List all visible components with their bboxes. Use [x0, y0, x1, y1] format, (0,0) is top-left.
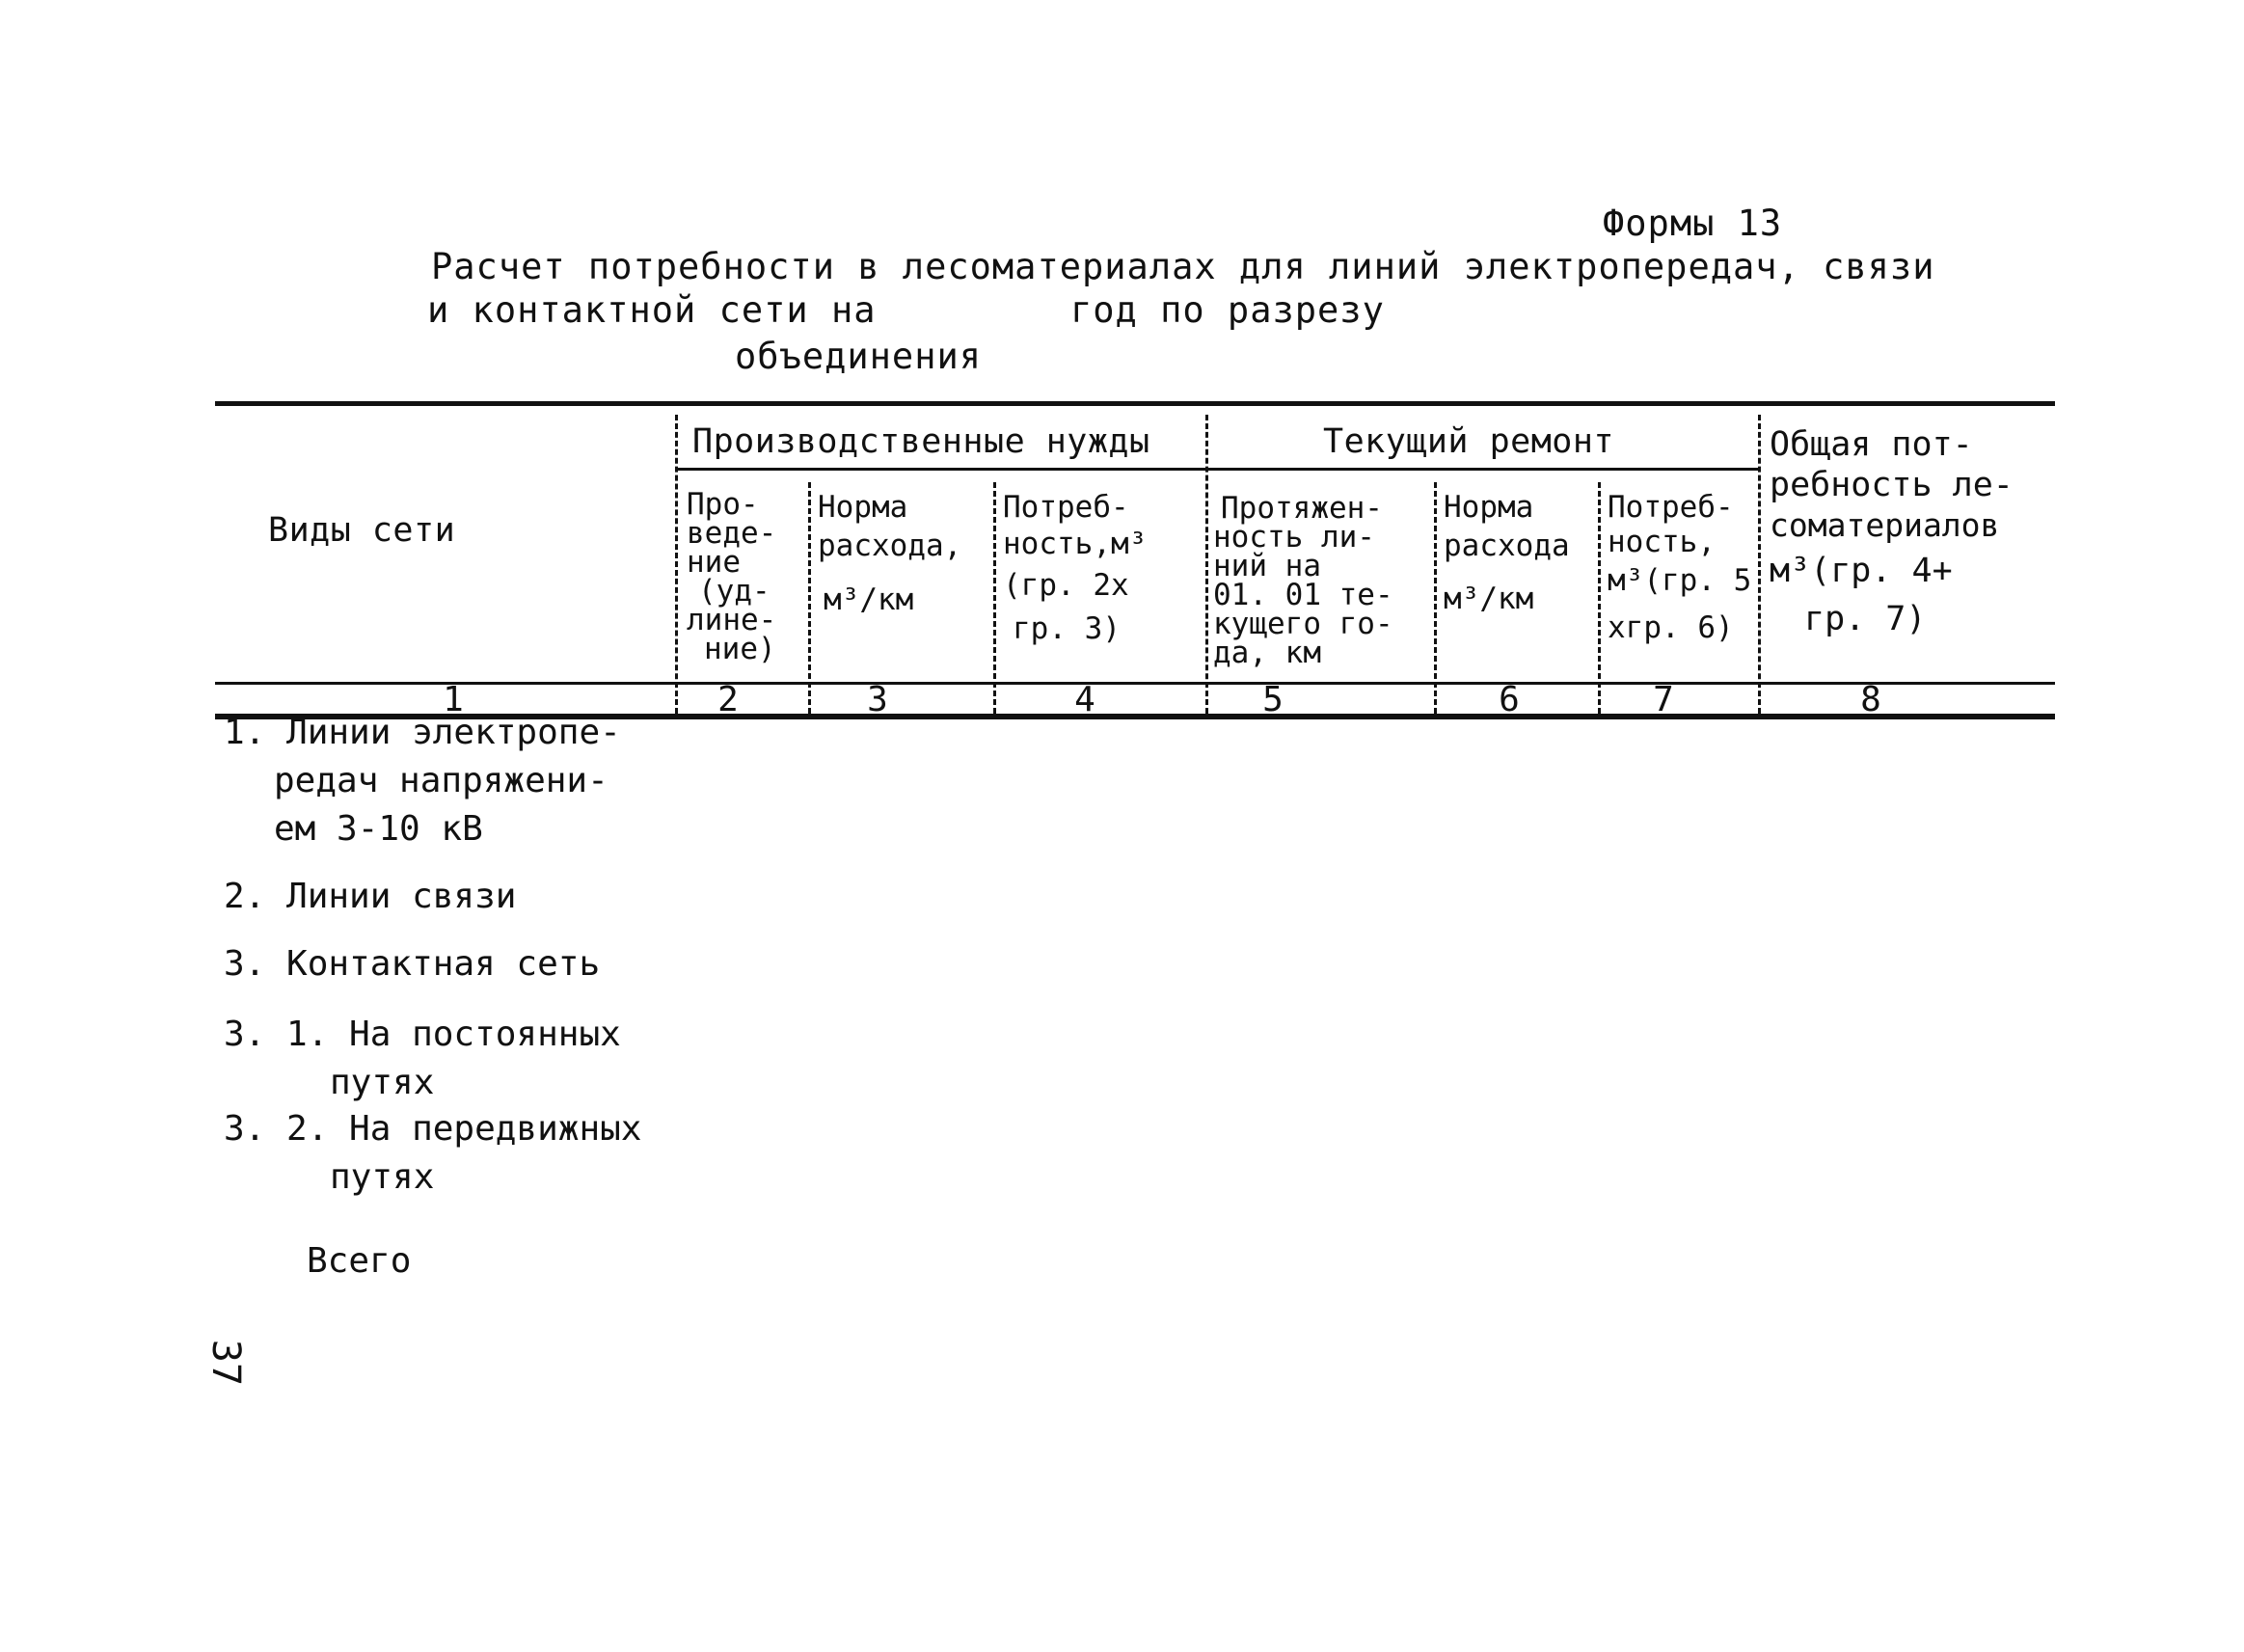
page-number: 37	[203, 1339, 249, 1387]
col6-header-line: м³/км	[1444, 582, 1534, 616]
row-line: 3. 1. На постоянных	[224, 1015, 621, 1054]
column-number: 3	[867, 680, 888, 719]
row-total: Всего	[307, 1241, 412, 1281]
separator-3	[993, 482, 996, 714]
row-line: 1. Линии электропе-	[224, 713, 621, 752]
row-communication-lines: 2. Линии связи	[224, 877, 517, 916]
col2-header-line: ние	[687, 545, 741, 580]
col4-header-line: ность,м³	[1003, 527, 1148, 561]
col4-header	[1003, 490, 1147, 650]
table-top-rule	[215, 401, 2055, 406]
col7-header-line: хгр. 6)	[1608, 610, 1734, 645]
row-permanent-tracks	[224, 1011, 621, 1107]
row-line: путях	[330, 1063, 435, 1102]
col4-header-line: гр. 3)	[1013, 611, 1121, 646]
separator-5	[1434, 482, 1437, 714]
col2-header-line: Про-	[687, 487, 759, 522]
separator-7	[1758, 415, 1761, 714]
title-line-2-a: и контактной сети на	[427, 289, 877, 331]
title-line-1: Расчет потребности в лесоматериалах для линий электропередач, связи	[431, 246, 1935, 287]
col7-header-line: ность,	[1608, 525, 1716, 559]
col7-header-line: Потреб-	[1608, 490, 1734, 525]
column-number: 5	[1262, 680, 1284, 719]
col5-header	[1213, 491, 1393, 670]
col3-header	[818, 490, 961, 633]
col5-header-line: ний на	[1213, 549, 1321, 583]
col3-header-line: расхода,	[818, 528, 962, 563]
separator-2	[808, 482, 811, 714]
col7-header	[1608, 490, 1751, 654]
row-line: путях	[330, 1157, 435, 1197]
col6-header-line: расхода	[1444, 528, 1570, 563]
col8-header	[1770, 424, 2014, 642]
col2-header-line: веде-	[687, 516, 777, 551]
column-number: 2	[717, 680, 739, 719]
header-bottom-rule	[215, 682, 2055, 685]
col5-header-line: ность ли-	[1213, 520, 1375, 555]
column-number: 4	[1074, 680, 1095, 719]
column-number: 6	[1499, 680, 1520, 719]
col8-header-line: м³(гр. 4+	[1770, 552, 1953, 590]
col3-header-line: м³/км	[824, 582, 914, 617]
col4-header-line: Потреб-	[1003, 490, 1129, 525]
col7-header-line: м³(гр. 5	[1608, 563, 1752, 598]
form-label: Формы 13	[1603, 203, 1783, 244]
column-number: 8	[1860, 680, 1881, 719]
row-line: ем 3-10 кВ	[274, 809, 483, 849]
col8-header-line: соматериалов	[1770, 506, 2000, 544]
col4-header-line: (гр. 2х	[1003, 568, 1129, 603]
col2-header-line: лине-	[687, 603, 777, 637]
col5-header-line: кущего го-	[1213, 607, 1393, 641]
col6-header-line: Норма	[1444, 490, 1534, 525]
group-production-header: Производственные нужды	[692, 422, 1150, 461]
col2-header	[687, 487, 777, 666]
column-number: 1	[443, 680, 464, 719]
separator-1	[675, 415, 678, 714]
col3-header-line: Норма	[818, 490, 908, 525]
title-line-3: объединения	[735, 336, 983, 377]
row-contact-network: 3. Контактная сеть	[224, 944, 601, 984]
separator-4	[1205, 415, 1208, 714]
col2-header-line: ние)	[704, 632, 776, 666]
row-line: 3. 2. На передвижных	[224, 1109, 642, 1149]
col6-header	[1444, 490, 1570, 631]
col5-header-line: Протяжен-	[1221, 491, 1383, 526]
col8-header-line: Общая пот-	[1770, 425, 1973, 464]
title-line-2-b: год по разрезу	[1070, 289, 1385, 331]
col8-header-line: ребность ле-	[1770, 466, 2014, 504]
row-line: редач напряжени-	[274, 761, 608, 800]
col5-header-line: да, км	[1213, 636, 1321, 670]
col8-header-line: гр. 7)	[1804, 600, 1927, 638]
group-underline	[678, 468, 1758, 471]
column-number: 7	[1653, 680, 1674, 719]
row-mobile-tracks	[224, 1105, 641, 1202]
col1-header: Виды сети	[268, 511, 456, 550]
col2-header-line: (уд-	[698, 574, 771, 609]
col5-header-line: 01. 01 те-	[1213, 578, 1393, 612]
separator-6	[1598, 482, 1601, 714]
group-repair-header: Текущий ремонт	[1323, 422, 1615, 461]
row-power-lines	[224, 709, 621, 853]
